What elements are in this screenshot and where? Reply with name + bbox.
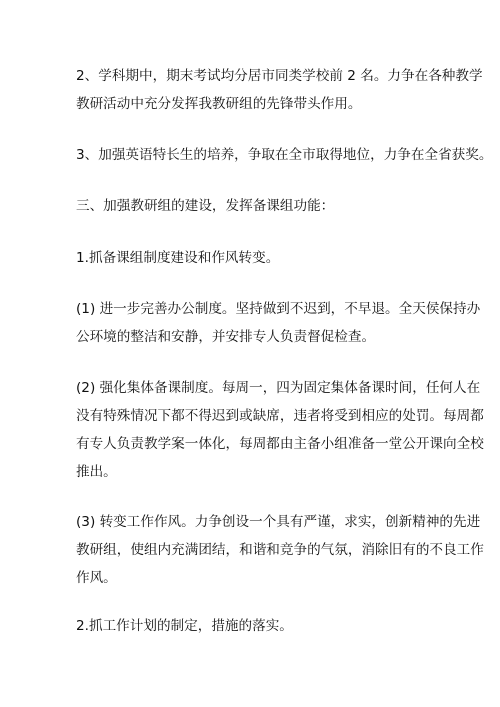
text-line: 2.抓工作计划的制定，措施的落实。 — [76, 618, 293, 634]
text-line: (3) 转变工作作风。力争创设一个具有严谨，求实，创新精神的先进 — [76, 514, 481, 530]
text-line: (2) 强化集体备课制度。每周一，四为固定集体备课时间，任何人在 — [76, 380, 481, 396]
text-line: 推出。 — [76, 464, 117, 480]
subsection-heading-1 — [76, 244, 436, 272]
paragraph-goal-2 — [76, 62, 483, 118]
text-line: (1) 进一步完善办公制度。坚持做到不迟到，不早退。全天侯保持办 — [76, 301, 481, 317]
text-line: 1.抓备课组制度建设和作风转变。 — [76, 250, 280, 266]
text-line: 教研组，使组内充满团结，和谐和竞争的气氛，消除旧有的不良工作 — [76, 542, 484, 558]
text-line: 三、加强教研组的建设，发挥备课组功能： — [76, 198, 335, 214]
text-line: 公环境的整洁和安静，并安排专人负责督促检查。 — [76, 329, 376, 345]
text-line: 有专人负责教学案一体化，每周都由主备小组准备一堂公开课向全校 — [76, 436, 484, 452]
subsection-heading-2 — [76, 612, 436, 640]
text-line: 没有特殊情况下都不得迟到或缺席，违者将受到相应的处罚。每周都 — [76, 408, 484, 424]
text-line: 2、学科期中，期末考试均分居市同类学校前 2 名。力争在各种教学 — [76, 68, 483, 84]
paragraph-item-1 — [76, 295, 481, 351]
paragraph-goal-3 — [76, 141, 493, 169]
text-line: 作风。 — [76, 570, 117, 586]
paragraph-item-3 — [76, 508, 484, 592]
text-line: 3、加强英语特长生的培养，争取在全市取得地位，力争在全省获奖。 — [76, 147, 493, 163]
paragraph-item-2 — [76, 374, 484, 486]
text-line: 教研活动中充分发挥我教研组的先锋带头作用。 — [76, 96, 362, 112]
section-heading — [76, 192, 436, 220]
